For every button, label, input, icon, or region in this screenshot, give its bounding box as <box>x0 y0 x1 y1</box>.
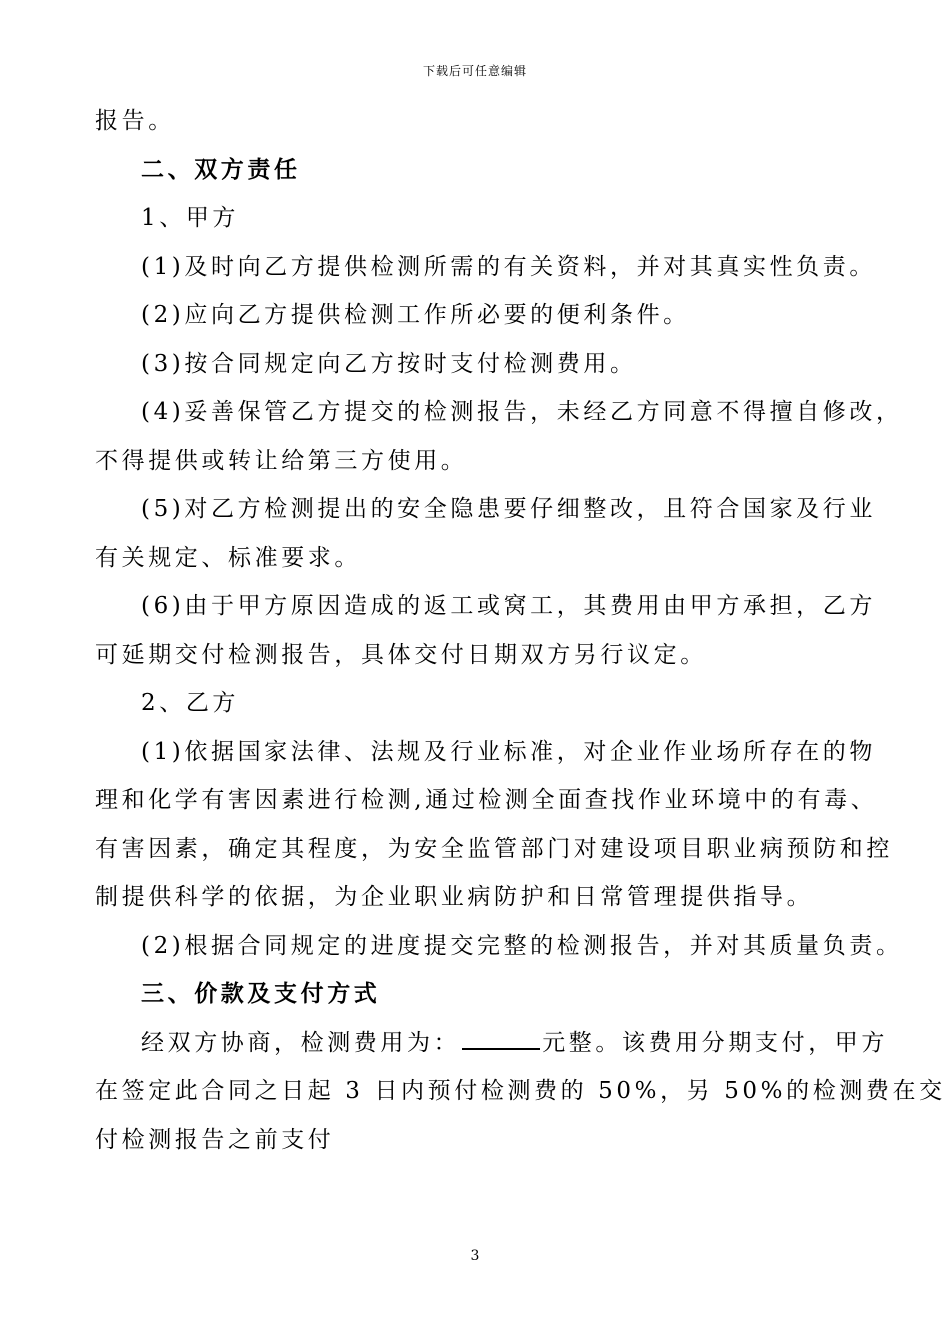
clause-a-4-cont: 不得提供或转让给第三方使用。 <box>95 447 468 474</box>
payment-clause-cont-1: 在签定此合同之日起 3 日内预付检测费的 50%，另 50%的检测费在交 <box>95 1078 946 1104</box>
page-header: 下载后可任意编辑 <box>422 64 527 78</box>
clause-b-1: (1)依据国家法律、法规及行业标准，对企业作业场所存在的物 <box>141 738 876 765</box>
subheading-party-a: 1、甲方 <box>141 205 240 231</box>
clause-a-5: (5)对乙方检测提出的安全隐患要仔细整改，且符合国家及行业 <box>141 496 876 522</box>
clause-b-1-cont-3: 制提供科学的依据，为企业职业病防护和日常管理提供指导。 <box>95 884 814 910</box>
paragraph-line: 报告。 <box>95 108 175 134</box>
clause-a-2: (2)应向乙方提供检测工作所必要的便利条件。 <box>141 302 690 328</box>
payment-clause-cont-2: 付检测报告之前支付 <box>95 1126 335 1153</box>
document-body <box>95 97 946 1164</box>
payment-clause-start: 经双方协商，检测费用为： <box>141 1029 461 1056</box>
clause-a-1: (1)及时向乙方提供检测所需的有关资料，并对其真实性负责。 <box>141 253 876 280</box>
payment-clause <box>95 1019 889 1068</box>
subheading-party-b: 2、乙方 <box>141 690 240 716</box>
clause-a-4: (4)妥善保管乙方提交的检测报告，未经乙方同意不得擅自修改， <box>141 399 903 425</box>
clause-a-5-cont: 有关规定、标准要求。 <box>95 544 361 571</box>
clause-a-3: (3)按合同规定向乙方按时支付检测费用。 <box>141 350 637 377</box>
amount-blank <box>462 1028 540 1050</box>
clause-b-1-cont-1: 理和化学有害因素进行检测,通过检测全面查找作业环境中的有毒、 <box>95 787 878 813</box>
payment-clause-end: 元整。该费用分期支付，甲方 <box>542 1029 889 1056</box>
section-heading-payment: 三、价款及支付方式 <box>141 980 381 1007</box>
clause-b-2: (2)根据合同规定的进度提交完整的检测报告，并对其质量负责。 <box>141 932 903 959</box>
section-heading-responsibilities: 二、双方责任 <box>141 155 301 183</box>
clause-a-6: (6)由于甲方原因造成的返工或窝工，其费用由甲方承担，乙方 <box>141 593 876 619</box>
clause-a-6-cont: 可延期交付检测报告，具体交付日期双方另行议定。 <box>95 641 707 668</box>
clause-b-1-cont-2: 有害因素，确定其程度，为安全监管部门对建设项目职业病预防和控 <box>95 835 893 862</box>
page-number: 3 <box>470 1248 480 1264</box>
